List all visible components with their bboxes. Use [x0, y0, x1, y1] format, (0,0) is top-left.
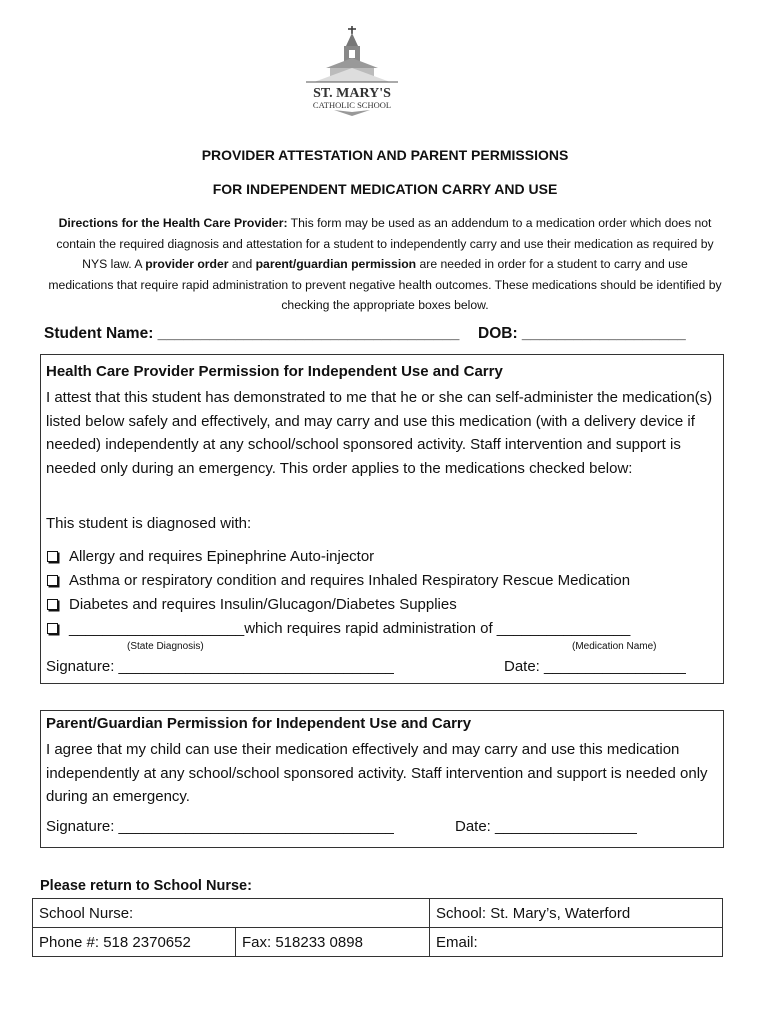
student-name-field[interactable]: Student Name: ___________________________________	[44, 325, 460, 342]
parent-section-heading: Parent/Guardian Permission for Independent Use and Carry	[46, 715, 472, 732]
parent-agreement-text: I agree that my child can use their medication effectively and may carry and use this medication independently at any school/school sponsored activity. Staff intervention and support is needed only during an emergency.	[46, 741, 708, 806]
provider-attestation-text: I attest that this student has demonstrated to me that he or she can self-administer the medication(s) listed below safely and effectively, and may carry and use this medication (with a delivery device if needed) independently at any school/school sponsored activity. Staff intervention and support is needed only during an emergency. This order applies to the medications checked below:	[46, 389, 713, 478]
school-logo	[300, 24, 404, 116]
directions-paragraph	[48, 213, 722, 316]
state-diagnosis-caption: (State Diagnosis)	[127, 641, 204, 652]
provider-signature-field[interactable]: Signature: _________________________________	[46, 658, 394, 675]
table-row	[33, 899, 723, 928]
church-logo-icon	[300, 24, 404, 116]
svg-text:CATHOLIC SCHOOL: CATHOLIC SCHOOL	[312, 100, 392, 110]
directions-and: and	[228, 257, 256, 271]
provider-permission-section	[40, 354, 724, 684]
return-info-table	[32, 898, 723, 957]
checkbox-asthma[interactable]	[47, 575, 58, 586]
school-nurse-cell[interactable]: School Nurse:	[33, 899, 430, 928]
form-title-line1: PROVIDER ATTESTATION AND PARENT PERMISSIONS	[201, 147, 569, 163]
checkbox-allergy[interactable]	[47, 551, 58, 562]
option-allergy[interactable]	[46, 548, 374, 565]
option-diabetes-label: Diabetes and requires Insulin/Glucagon/Diabetes Supplies	[69, 596, 457, 613]
school-cell: School: St. Mary’s, Waterford	[430, 899, 723, 928]
option-allergy-label: Allergy and requires Epinephrine Auto-injector	[69, 548, 375, 565]
phone-cell: Phone #: 518 2370652	[33, 928, 236, 957]
diagnosed-label: This student is diagnosed with:	[46, 515, 252, 532]
form-title-line2: FOR INDEPENDENT MEDICATION CARRY AND USE	[212, 181, 558, 197]
dob-field[interactable]: DOB: ___________________	[478, 325, 686, 342]
svg-text:ST. MARY'S: ST. MARY'S	[313, 86, 391, 101]
checkbox-diabetes[interactable]	[47, 599, 58, 610]
fax-cell: Fax: 518233 0898	[236, 928, 430, 957]
table-row	[33, 928, 723, 957]
option-other-label[interactable]: _____________________which requires rapid administration of ________________	[69, 620, 631, 637]
provider-order-emphasis: provider order	[145, 257, 229, 271]
parent-signature-field[interactable]: Signature: _________________________________	[46, 818, 394, 835]
parent-date-field[interactable]: Date: _________________	[455, 818, 637, 835]
option-asthma-label: Asthma or respiratory condition and requires Inhaled Respiratory Rescue Medication	[69, 572, 631, 589]
provider-date-field[interactable]: Date: _________________	[504, 658, 686, 675]
provider-section-heading: Health Care Provider Permission for Independent Use and Carry	[46, 363, 503, 380]
directions-label: Directions for the Health Care Provider:	[58, 216, 288, 230]
student-info-line	[44, 325, 686, 343]
return-heading: Please return to School Nurse:	[40, 878, 252, 894]
directions-text2: are needed in order for a student to carry and use medications that require rapid administration to prevent negative health outcomes. These medications should be identified by checking the appropriate boxes below.	[48, 257, 722, 312]
medication-name-caption: (Medication Name)	[572, 641, 657, 652]
checkbox-other[interactable]	[47, 623, 58, 634]
option-other[interactable]	[46, 620, 630, 637]
parent-permission-emphasis: parent/guardian permission	[255, 257, 417, 271]
email-cell[interactable]: Email:	[430, 928, 723, 957]
parent-permission-section	[40, 710, 724, 848]
option-asthma[interactable]	[46, 572, 630, 589]
option-diabetes[interactable]	[46, 596, 457, 613]
directions-text1: This form may be used as an addendum to a medication order which does not contain the required diagnosis and attestation for a student to independently carry and use their medication as required by NYS law. A	[56, 216, 714, 271]
